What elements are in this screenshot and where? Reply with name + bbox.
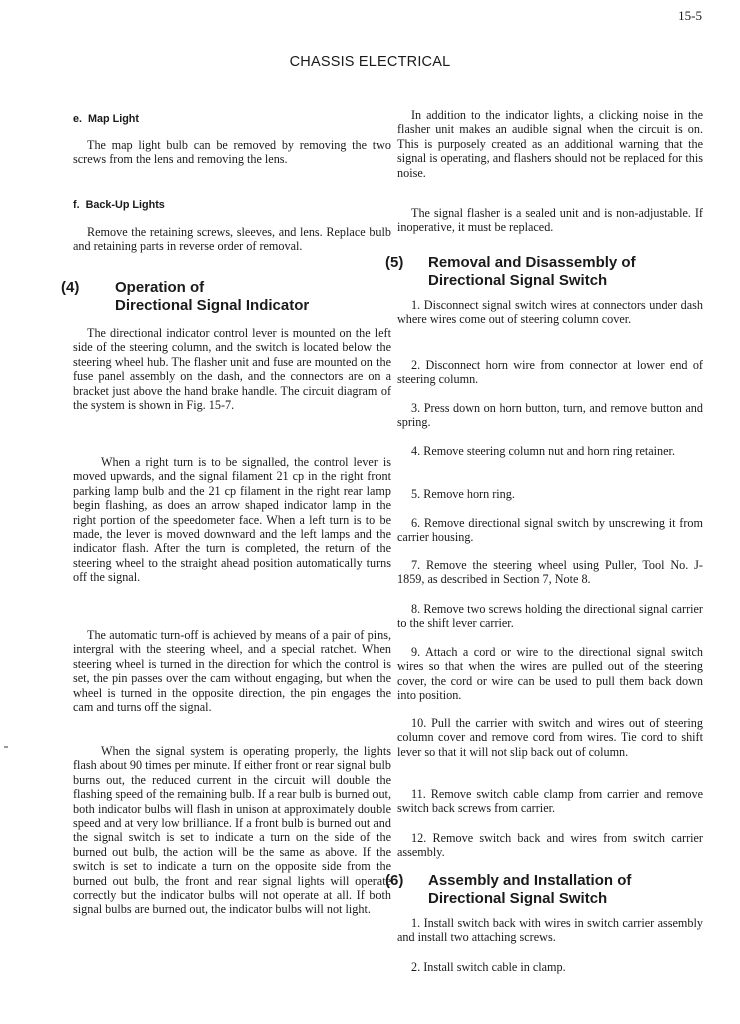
paragraph: In addition to the indicator lights, a clicking noise in the flasher unit makes an audible signal when the circuit is on. This is purposely created as an additional warning that the signal is operating, and flashers should not be replaced for this noise.	[397, 108, 703, 180]
subheading-map-light	[73, 112, 139, 126]
step: 11. Remove switch cable clamp from carrier and remove switch back screws from carrier.	[397, 787, 703, 816]
section-number: (4)	[61, 279, 80, 296]
paragraph: When the signal system is operating properly, the lights flash about 90 times per minute. If either front or rear signal bulb burns out, the reduced current in the circuit will double the flashing speed of the remaining bulb. If a rear bulb is burned out, both indicator bulbs will flash in unison at approximately double speed and at very low brilliance. If a front bulb is burned out and the signal switch is set to indicate a turn on the side of the burned out bulb, the action will be the same as above. If the switch is set to indicate a turn on the opposite side from the burned out bulb, the front and rear signal lights will operate correctly but the indicator bulbs will not operate at all. If both signal bulbs are burned out, the indicator bulbs will not light.	[73, 744, 391, 917]
chapter-title: CHASSIS ELECTRICAL	[289, 54, 451, 70]
step: 4. Remove steering column nut and horn ring retainer.	[411, 444, 675, 458]
section-number: (5)	[385, 254, 404, 271]
section-title-line2: Directional Signal Indicator	[115, 297, 310, 314]
section-title-line1: Removal and Disassembly of	[428, 254, 636, 271]
scan-speck	[4, 746, 8, 748]
subheading-back-up-lights	[73, 198, 165, 212]
section-title-line1: Assembly and Installation of	[428, 872, 632, 889]
section-number: (6)	[385, 872, 404, 889]
subheading-text: Map Light	[88, 113, 139, 125]
step: 2. Disconnect horn wire from connector at lower end of steering column.	[397, 358, 703, 387]
paragraph: The signal flasher is a sealed unit and is non-adjustable. If inoperative, it must be replaced.	[397, 206, 703, 235]
step: 12. Remove switch back and wires from switch carrier assembly.	[397, 831, 703, 860]
subheading-label: e.	[73, 113, 83, 125]
step: 8. Remove two screws holding the directional signal carrier to the shift lever carrier.	[397, 602, 703, 631]
step: 10. Pull the carrier with switch and wires out of steering column cover and remove cord from wires. Tie cord to shift lever so that it will not slip back out of column.	[397, 716, 703, 759]
paragraph: The directional indicator control lever is mounted on the left side of the steering column, and the switch is located below the steering wheel hub. The flasher unit and fuse are mounted on the fuse panel assembly on the dash, and the connectors are on a bracket just above the hand brake handle. The circuit diagram of the system is shown in Fig. 15-7.	[73, 326, 391, 413]
step: 2. Install switch cable in clamp.	[411, 960, 566, 974]
page-number: 15-5	[678, 8, 702, 23]
step: 9. Attach a cord or wire to the directional signal switch wires so that when the wires are pulled out of the steering cover, the cord or wire can be used to pull them back down into position.	[397, 645, 703, 703]
paragraph: The automatic turn-off is achieved by means of a pair of pins, intergral with the steering wheel, and a special ratchet. When steering wheel is turned in the direction for which the control is set, the pin passes over the cam without engaging, but when the wheel is turned in the opposite direction, the pin engages the cam and turns off the signal.	[73, 628, 391, 715]
section-title-line2: Directional Signal Switch	[428, 890, 608, 907]
section-title-line1: Operation of	[115, 279, 205, 296]
step: 5. Remove horn ring.	[411, 487, 515, 501]
subheading-text: Back-Up Lights	[85, 199, 165, 211]
step: 6. Remove directional signal switch by unscrewing it from carrier housing.	[397, 516, 703, 545]
subheading-label: f.	[73, 199, 80, 211]
step: 1. Disconnect signal switch wires at connectors under dash where wires come out of steering column cover.	[397, 298, 703, 327]
paragraph-back-up-lights: Remove the retaining screws, sleeves, and lens. Replace bulb and retaining parts in reverse order of removal.	[73, 225, 391, 254]
step: 3. Press down on horn button, turn, and remove button and spring.	[397, 401, 703, 430]
paragraph-map-light: The map light bulb can be removed by removing the two screws from the lens and removing the lens.	[73, 138, 391, 167]
step: 1. Install switch back with wires in switch carrier assembly and install two attaching screws.	[397, 916, 703, 945]
section-title-line2: Directional Signal Switch	[428, 272, 608, 289]
step: 7. Remove the steering wheel using Puller, Tool No. J-1859, as described in Section 7, Note 8.	[397, 558, 703, 587]
paragraph: When a right turn is to be signalled, the control lever is moved upwards, and the signal filament 21 cp in the right front parking lamp bulb and the 21 cp filament in the right rear lamp begin flashing, as does an arrow shaped indicator lamp in the right portion of the speedometer face. When a left turn is to be made, the lever is moved downward and the left lamps and the indicator flash. After the turn is completed, the return of the steering wheel to the straight ahead position automatically turns off the signal.	[73, 455, 391, 585]
